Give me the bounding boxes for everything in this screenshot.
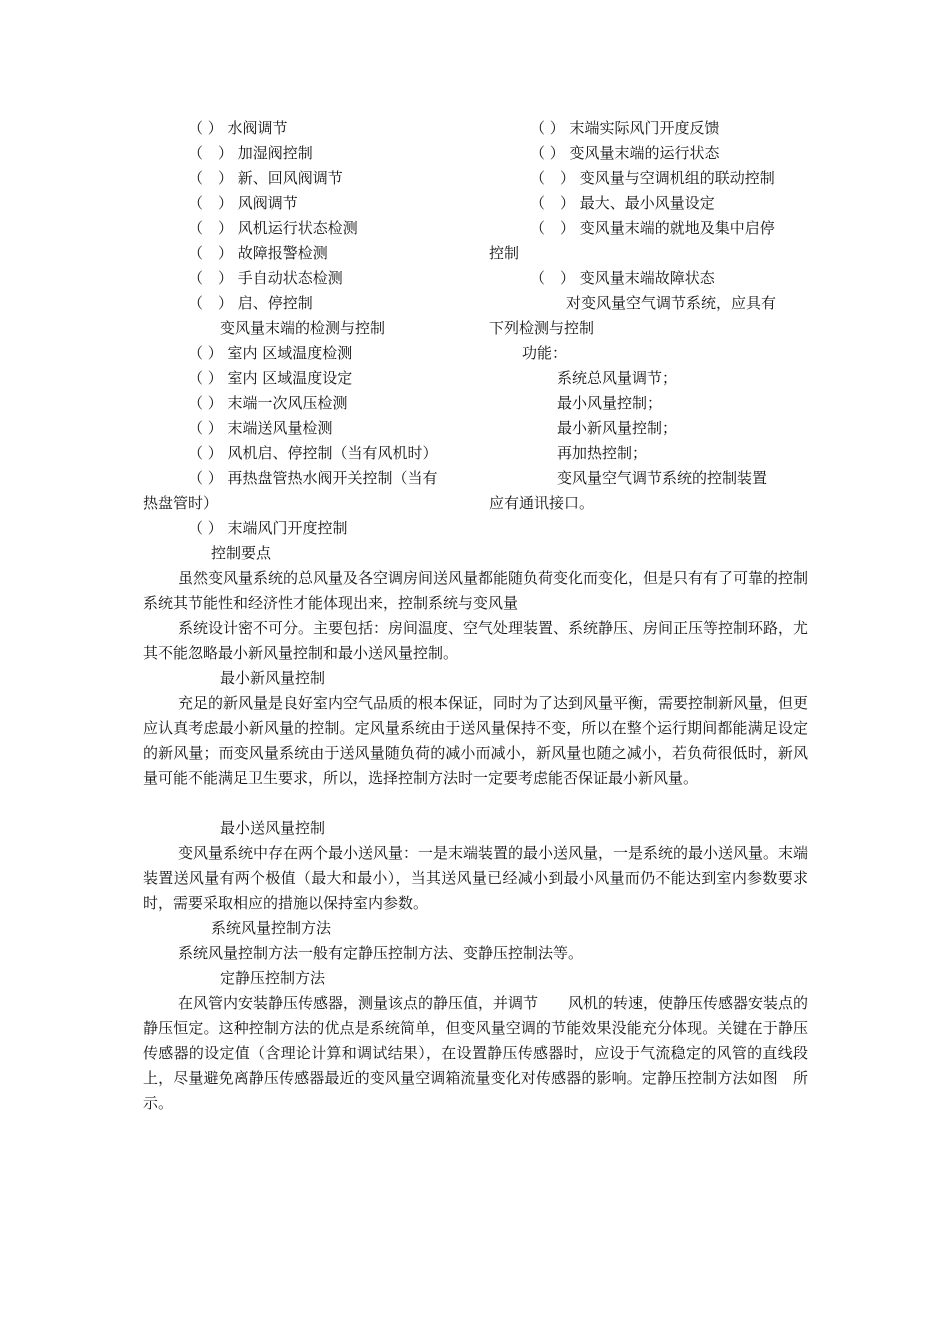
- paragraph: 变风量系统中存在两个最小送风量：一是末端装置的最小送风量，一是系统的最小送风量。末端装置送风量有两个极值（最大和最小），当其送风量已经减小到最小风量而仍不能达到室内参数要求时，需要采取相应的措施以保持室内参数。: [143, 844, 809, 912]
- checklist-item: （ ） 最大、最小风量设定: [530, 194, 715, 212]
- paragraph: 在风管内安装静压传感器，测量该点的静压值，并调节 风机的转速，使静压传感器安装点的静压恒定。这种控制方法的优点是系统简单，但变风量空调的节能效果没能充分体现。关键在于静压传感器的设定值（含理论计算和调试结果），在设置静压传感器时，应设于气流稳定的风管的直线段上，尽量避免离静压传感器最近的变风量空调箱流量变化对传感器的影响。定静压控制方法如图 所示。: [143, 994, 809, 1112]
- checklist-item: （ ） 室内 区域温度检测: [188, 344, 353, 362]
- checklist-item: （ ） 手自动状态检测: [188, 269, 343, 287]
- section-heading: 最小送风量控制: [220, 819, 326, 837]
- function-item: 系统总风量调节；: [557, 369, 678, 387]
- checklist-item: （ ） 室内 区域温度设定: [188, 369, 353, 387]
- checklist-item: （ ） 变风量末端的就地及集中启停: [530, 219, 775, 237]
- checklist-item: （ ） 再热盘管热水阀开关控制（当有: [188, 469, 438, 487]
- section-heading: 系统风量控制方法: [211, 919, 332, 937]
- checklist-item: （ ） 启、停控制: [188, 294, 313, 312]
- checklist-item: （ ） 故障报警检测: [188, 244, 328, 262]
- paragraph: 系统风量控制方法一般有定静压控制方法、变静压控制法等。: [178, 944, 584, 962]
- checklist-item: （ ） 水阀调节: [188, 119, 288, 137]
- checklist-item: （ ） 变风量末端的运行状态: [530, 144, 720, 162]
- function-item: 再加热控制；: [557, 444, 648, 462]
- function-item: 最小新风量控制；: [557, 419, 678, 437]
- checklist-item: （ ） 加湿阀控制: [188, 144, 313, 162]
- paragraph: 充足的新风量是良好室内空气品质的根本保证，同时为了达到风量平衡，需要控制新风量，但更应认真考虑最小新风量的控制。定风量系统由于送风量保持不变，所以在整个运行期间都能满足设定的新风量；而变风量系统由于送风量随负荷的减小而减小，新风量也随之减小，若负荷很低时，新风量可能不能满足卫生要求，所以，选择控制方法时一定要考虑能否保证最小新风量。: [143, 694, 809, 787]
- checklist-item: （ ） 末端一次风压检测: [188, 394, 348, 412]
- checklist-item: （ ） 末端实际风门开度反馈: [530, 119, 720, 137]
- section-heading: 最小新风量控制: [220, 669, 326, 687]
- comm-text: 应有通讯接口。: [489, 494, 595, 512]
- checklist-item: （ ） 末端送风量检测: [188, 419, 333, 437]
- checklist-item: （ ） 新、回风阀调节: [188, 169, 343, 187]
- section-heading: 控制要点: [211, 544, 272, 562]
- checklist-item: （ ） 变风量与空调机组的联动控制: [530, 169, 775, 187]
- checklist-item: （ ） 风机启、停控制（当有风机时）: [188, 444, 438, 462]
- function-label: 功能：: [522, 344, 568, 362]
- section-heading: 定静压控制方法: [220, 969, 326, 987]
- intro-text: 下列检测与控制: [489, 319, 595, 337]
- paragraph: 系统设计密不可分。主要包括：房间温度、空气处理装置、系统静压、房间正压等控制环路，尤其不能忽略最小新风量控制和最小送风量控制。: [143, 619, 809, 662]
- function-item: 最小风量控制；: [557, 394, 663, 412]
- checklist-item-wrap: 热盘管时）: [143, 494, 219, 512]
- terminal-heading: 变风量末端的检测与控制: [220, 319, 386, 337]
- checklist-item: （ ） 末端风门开度控制: [188, 519, 348, 537]
- comm-text: 变风量空气调节系统的控制装置: [557, 469, 768, 487]
- checklist-item: （ ） 风阀调节: [188, 194, 298, 212]
- checklist-item: （ ） 变风量末端故障状态: [530, 269, 715, 287]
- paragraph: 虽然变风量系统的总风量及各空调房间送风量都能随负荷变化而变化，但是只有有了可靠的控制系统其节能性和经济性才能体现出来，控制系统与变风量: [143, 569, 809, 612]
- checklist-item: （ ） 风机运行状态检测: [188, 219, 358, 237]
- checklist-item-wrap: 控制: [489, 244, 520, 262]
- intro-text: 对变风量空气调节系统，应具有: [566, 294, 777, 312]
